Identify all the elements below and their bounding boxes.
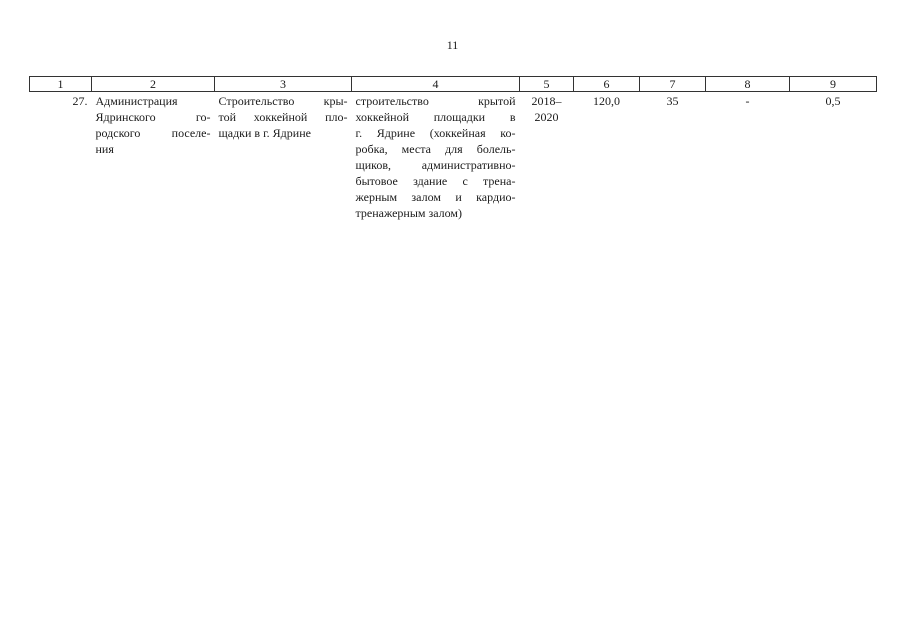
column-header-9: 9 [790, 77, 877, 92]
column-header-2: 2 [92, 77, 215, 92]
organization-line: Администрация [95, 94, 178, 108]
page-number: 11 [446, 38, 459, 52]
program-table [29, 76, 877, 221]
organization-line: Ядринского го- [95, 110, 211, 124]
organization-line: родского поселе- [95, 126, 211, 140]
column-header-7: 7 [640, 77, 706, 92]
column-header-3: 3 [215, 77, 352, 92]
value-cell-9: 0,5 [825, 94, 841, 108]
description-line: хоккейной площадки в [355, 110, 516, 124]
value-cell-6: 120,0 [593, 94, 620, 108]
column-header-4: 4 [352, 77, 520, 92]
column-header-5: 5 [520, 77, 574, 92]
value-cell-8: - [745, 94, 750, 108]
column-header-8: 8 [706, 77, 790, 92]
value-cell-7: 35 [666, 94, 679, 108]
column-number-row [30, 77, 877, 92]
description-line: г. Ядрине (хоккейная ко- [355, 126, 516, 140]
years-cell [520, 92, 574, 222]
object-name-cell [215, 92, 352, 222]
object-name-line: щадки в г. Ядрине [218, 126, 311, 140]
table-row [30, 92, 877, 222]
column-header-1: 1 [30, 77, 92, 92]
row-number: 27. [72, 94, 88, 108]
description-line: робка, места для болель- [355, 142, 516, 156]
description-line: строительство крытой [355, 94, 516, 108]
description-line: жерным залом и кардио- [355, 190, 516, 204]
organization-cell [92, 92, 215, 222]
description-line: бытовое здание с трена- [355, 174, 516, 188]
description-cell [352, 92, 520, 222]
object-name-line: той хоккейной пло- [218, 110, 348, 124]
object-name-line: Строительство кры- [218, 94, 348, 108]
description-line: щиков, административно- [355, 158, 516, 172]
description-line: тренажерным залом) [355, 206, 463, 220]
organization-line: ния [95, 142, 114, 156]
column-header-6: 6 [574, 77, 640, 92]
years-line: 2018– [531, 94, 562, 108]
years-line: 2020 [534, 110, 559, 124]
